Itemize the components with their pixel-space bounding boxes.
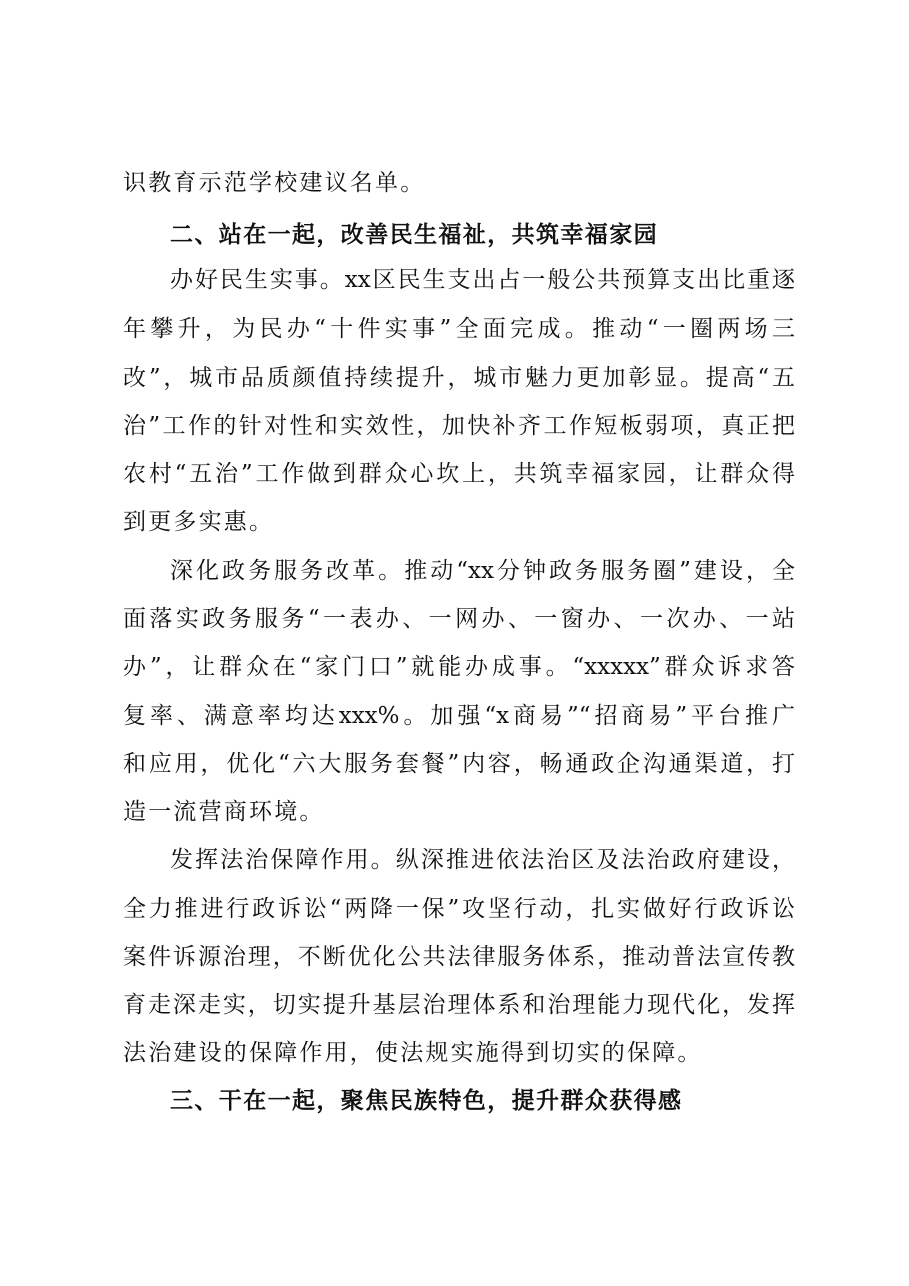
- paragraph-line: 农村“五治”工作做到群众心坎上，共筑幸福家园，让群众得: [123, 461, 795, 487]
- paragraph-line: 办”，让群众在“家门口”就能办成事。“xxxxx”群众诉求答: [123, 654, 795, 680]
- section-heading-3: 三、干在一起，聚焦民族特色，提升群众获得感: [170, 1088, 683, 1114]
- paragraph-line: 发挥法治保障作用。纵深推进依法治区及法治政府建设，: [170, 847, 795, 873]
- paragraph-line: 和应用，优化“六大服务套餐”内容，畅通政企沟通渠道，打: [123, 751, 795, 777]
- paragraph-line: 办好民生实事。xx区民生支出占一般公共预算支出比重逐: [170, 267, 795, 293]
- paragraph-line: 深化政务服务改革。推动“xx分钟政务服务圈”建设，全: [170, 558, 795, 584]
- paragraph-line: 改”，城市品质颜值持续提升，城市魅力更加彰显。提高“五: [123, 365, 795, 391]
- paragraph-line: 育走深走实，切实提升基层治理体系和治理能力现代化，发挥: [123, 992, 795, 1018]
- paragraph-line: 全力推进行政诉讼“两降一保”攻坚行动，扎实做好行政诉讼: [123, 896, 795, 922]
- paragraph-line: 面落实政务服务“一表办、一网办、一窗办、一次办、一站: [123, 606, 795, 632]
- paragraph-line: 案件诉源治理，不断优化公共法律服务体系，推动普法宣传教: [123, 944, 795, 970]
- paragraph-line: 造一流营商环境。: [123, 799, 325, 825]
- section-heading-2: 二、站在一起，改善民生福祉，共筑幸福家园: [170, 222, 658, 248]
- paragraph-line: 到更多实惠。: [123, 509, 275, 535]
- paragraph-line: 法治建设的保障作用，使法规实施得到切实的保障。: [123, 1040, 703, 1066]
- paragraph-line: 复率、满意率均达xxx%。加强“x商易”“招商易”平台推广: [123, 703, 795, 729]
- continuation-text: 识教育示范学校建议名单。: [123, 170, 426, 196]
- paragraph-line: 年攀升，为民办“十件实事”全面完成。推动“一圈两场三: [123, 316, 795, 342]
- paragraph-line: 治”工作的针对性和实效性，加快补齐工作短板弱项，真正把: [123, 413, 795, 439]
